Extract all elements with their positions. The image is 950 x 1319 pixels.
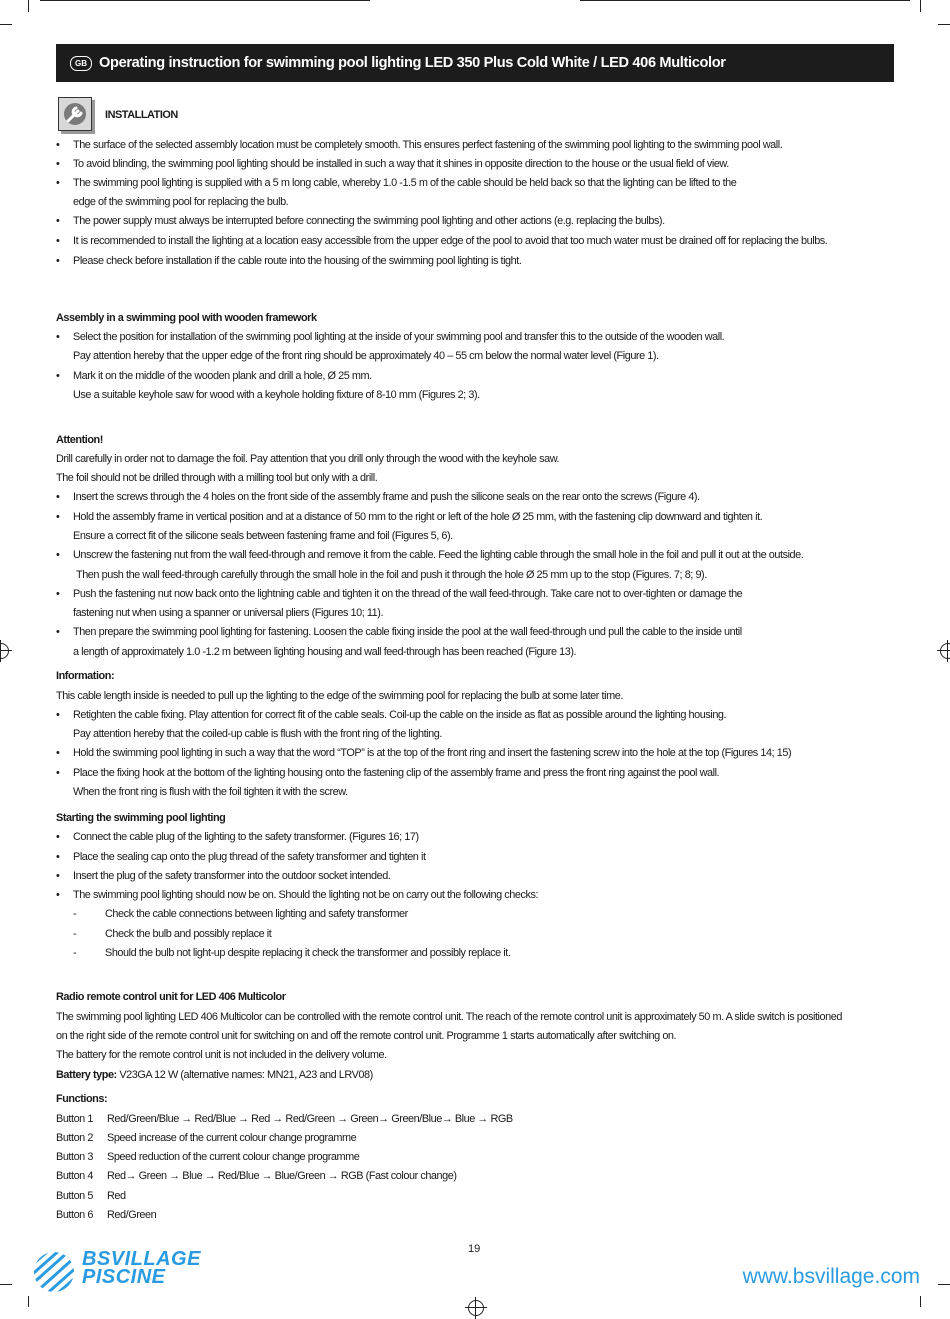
battery-line	[56, 1066, 373, 1085]
list-item: Select the position for installation of the swimming pool lighting at the inside of your swimming pool and transfer this to the outside of the wooden wall.	[73, 331, 725, 343]
list-item: Please check before installation if the cable route into the housing of the swimming pool lighting is tight.	[73, 255, 522, 267]
bullet: •	[56, 767, 60, 779]
function-label: Button 6	[56, 1209, 93, 1221]
crop-mark	[0, 1284, 12, 1285]
page-number: 19	[468, 1243, 481, 1255]
bullet: •	[56, 889, 60, 901]
list-item-continued: Pay attention hereby that the upper edge of the front ring should be approximately 40 – 55 cm below the normal water level (Figure 1).	[73, 350, 659, 362]
list-item: It is recommended to install the lighting at a location easy accessible from the upper edge of the pool to avoid that too much water must be drained off for replacing the bulbs.	[73, 235, 828, 247]
bullet: •	[56, 549, 60, 561]
registration-mark	[0, 643, 9, 659]
bullet: •	[56, 331, 60, 343]
bullet: •	[56, 626, 60, 638]
paragraph-line: The swimming pool lighting LED 406 Multicolor can be controlled with the remote control unit. The reach of the remote control unit is approximately 50 m. A slide switch is positioned	[56, 1011, 842, 1023]
paragraph-line: The battery for the remote control unit is not included in the delivery volume.	[56, 1049, 387, 1061]
list-item: The power supply must always be interrupted before connecting the swimming pool lighting and other actions (e.g. replacing the bulbs).	[73, 215, 665, 227]
function-description: Red	[107, 1190, 126, 1202]
bullet: •	[56, 588, 60, 600]
list-item-continued: a length of approximately 1.0 -1.2 m between lighting housing and wall feed-through has been reached (Figure 13).	[73, 646, 577, 658]
paragraph-line: This cable length inside is needed to pull up the lighting to the edge of the swimming pool for replacing the bulb at some later time.	[56, 690, 623, 702]
dash-marker: -	[73, 928, 77, 940]
registration-mark	[468, 1300, 484, 1316]
function-label: Button 4	[56, 1170, 93, 1182]
starting-heading: Starting the swimming pool lighting	[56, 812, 226, 824]
brand-logo	[32, 1248, 232, 1294]
sub-list-item: Check the cable connections between lighting and safety transformer	[105, 908, 408, 920]
page-title: Operating instruction for swimming pool lighting LED 350 Plus Cold White / LED 406 Multicolor	[99, 55, 726, 71]
language-badge: GB	[70, 56, 92, 71]
crop-mark	[28, 1296, 29, 1307]
list-item: The swimming pool lighting is supplied with a 5 m long cable, whereby 1.0 -1.5 m of the cable should be held back so that the lighting can be lifted to the	[73, 177, 737, 189]
function-label: Button 1	[56, 1113, 93, 1125]
bullet: •	[56, 870, 60, 882]
registration-mark	[940, 643, 950, 659]
crop-mark	[0, 24, 12, 25]
crop-mark	[920, 1296, 921, 1307]
battery-value: V23GA 12 W (alternative names: MN21, A23 and LRV08)	[119, 1069, 373, 1081]
crop-mark	[40, 0, 370, 1]
function-description: Red→ Green → Blue → Red/Blue → Blue/Green → RGB (Fast colour change)	[107, 1170, 457, 1182]
bullet: •	[56, 370, 60, 382]
crop-mark	[580, 0, 910, 1]
bullet: •	[56, 235, 60, 247]
list-item: Connect the cable plug of the lighting to the safety transformer. (Figures 16; 17)	[73, 831, 419, 843]
list-item: The surface of the selected assembly location must be completely smooth. This ensures perfect fastening of the swimming pool lighting to the swimming pool wall.	[73, 139, 783, 151]
assembly-heading: Assembly in a swimming pool with wooden framework	[56, 312, 317, 324]
list-item: Insert the plug of the safety transformer into the outdoor socket intended.	[73, 870, 391, 882]
list-item-continued: edge of the swimming pool for replacing the bulb.	[73, 196, 289, 208]
list-item: Place the fixing hook at the bottom of the lighting housing onto the fastening clip of the assembly frame and press the front ring against the pool wall.	[73, 767, 720, 779]
bullet: •	[56, 255, 60, 267]
crop-mark	[938, 24, 950, 25]
list-item-continued: When the front ring is flush with the foil tighten it with the screw.	[73, 786, 348, 798]
list-item: Mark it on the middle of the wooden plank and drill a hole, Ø 25 mm.	[73, 370, 372, 382]
sub-list-item: Should the bulb not light-up despite replacing it check the transformer and possibly replace it.	[105, 947, 511, 959]
website-link[interactable]: www.bsvillage.com	[742, 1265, 920, 1288]
crop-mark	[28, 0, 29, 12]
crop-mark	[920, 0, 921, 12]
list-item: Push the fastening nut now back onto the lightning cable and tighten it on the thread of the wall feed-through. Take care not to over-tighten or damage the	[73, 588, 743, 600]
logo-line-2: PISCINE	[82, 1266, 166, 1288]
list-item: Then prepare the swimming pool lighting for fastening. Loosen the cable fixing inside the pool at the wall feed-through und pull the cable to the inside until	[73, 626, 742, 638]
list-item: Unscrew the fastening nut from the wall feed-through and remove it from the cable. Feed the lighting cable through the small hole in the foil and pull it out at the outside.	[73, 549, 804, 561]
wrench-icon	[58, 97, 92, 131]
paragraph-line: on the right side of the remote control unit for switching on and off the remote control unit. Programme 1 starts automatically after switching on.	[56, 1030, 677, 1042]
list-item: The swimming pool lighting should now be on. Should the lighting not be on carry out the following checks:	[73, 889, 539, 901]
function-description: Speed reduction of the current colour change programme	[107, 1151, 360, 1163]
title-bar	[56, 44, 894, 82]
bullet: •	[56, 491, 60, 503]
logo-line-1: BSVILLAGE	[82, 1248, 201, 1270]
list-item-continued: Then push the wall feed-through carefully through the small hole in the foil and push it through the hole Ø 25 mm up to the stop (Figures. 7; 8; 9).	[76, 569, 707, 581]
battery-label: Battery type:	[56, 1069, 117, 1081]
function-label: Button 2	[56, 1132, 93, 1144]
dash-marker: -	[73, 947, 77, 959]
bullet: •	[56, 747, 60, 759]
bullet: •	[56, 831, 60, 843]
installation-heading: INSTALLATION	[105, 109, 178, 121]
list-item: Hold the swimming pool lighting in such a way that the word “TOP” is at the top of the front ring and insert the fastening screw into the hole at the top (Figures 14; 15)	[73, 747, 792, 759]
logo-wordmark	[82, 1250, 201, 1286]
bullet: •	[56, 177, 60, 189]
function-label: Button 3	[56, 1151, 93, 1163]
list-item-continued: Pay attention hereby that the coiled-up cable is flush with the front ring of the lighting.	[73, 728, 442, 740]
list-item: Insert the screws through the 4 holes on the front side of the assembly frame and push the silicone seals on the rear onto the screws (Figure 4).	[73, 491, 700, 503]
list-item: To avoid blinding, the swimming pool lighting should be installed in such a way that it shines in opposite direction to the house or the usual field of view.	[73, 158, 729, 170]
crop-mark	[938, 1284, 950, 1285]
remote-heading: Radio remote control unit for LED 406 Multicolor	[56, 991, 286, 1003]
paragraph-line: The foil should not be drilled through with a milling tool but only with a drill.	[56, 472, 378, 484]
wave-logo-icon	[32, 1248, 78, 1294]
function-description: Red/Green/Blue → Red/Blue → Red → Red/Green → Green→ Green/Blue→ Blue → RGB	[107, 1113, 513, 1125]
sub-list-item: Check the bulb and possibly replace it	[105, 928, 272, 940]
functions-heading: Functions:	[56, 1093, 108, 1105]
list-item-continued: fastening nut when using a spanner or universal pliers (Figures 10; 11).	[73, 607, 384, 619]
list-item: Hold the assembly frame in vertical position and at a distance of 50 mm to the right or left of the hole Ø 25 mm, with the fastening clip downward and tighten it.	[73, 511, 763, 523]
bullet: •	[56, 709, 60, 721]
list-item-continued: Ensure a correct fit of the silicone seals between fastening frame and foil (Figures 5, 6).	[73, 530, 453, 542]
bullet: •	[56, 511, 60, 523]
bullet: •	[56, 215, 60, 227]
paragraph-line: Drill carefully in order not to damage the foil. Pay attention that you drill only through the wood with the keyhole saw.	[56, 453, 560, 465]
bullet: •	[56, 139, 60, 151]
function-description: Speed increase of the current colour change programme	[107, 1132, 357, 1144]
function-label: Button 5	[56, 1190, 93, 1202]
list-item-continued: Use a suitable keyhole saw for wood with a keyhole holding fixture of 8-10 mm (Figures 2; 3).	[73, 389, 480, 401]
bullet: •	[56, 851, 60, 863]
dash-marker: -	[73, 908, 77, 920]
attention-heading: Attention!	[56, 434, 103, 446]
information-heading: Information:	[56, 670, 115, 682]
bullet: •	[56, 158, 60, 170]
function-description: Red/Green	[107, 1209, 157, 1221]
list-item: Place the sealing cap onto the plug thread of the safety transformer and tighten it	[73, 851, 426, 863]
list-item: Retighten the cable fixing. Play attention for correct fit of the cable seals. Coil-up the cable on the inside as flat as possible around the lighting housing.	[73, 709, 727, 721]
